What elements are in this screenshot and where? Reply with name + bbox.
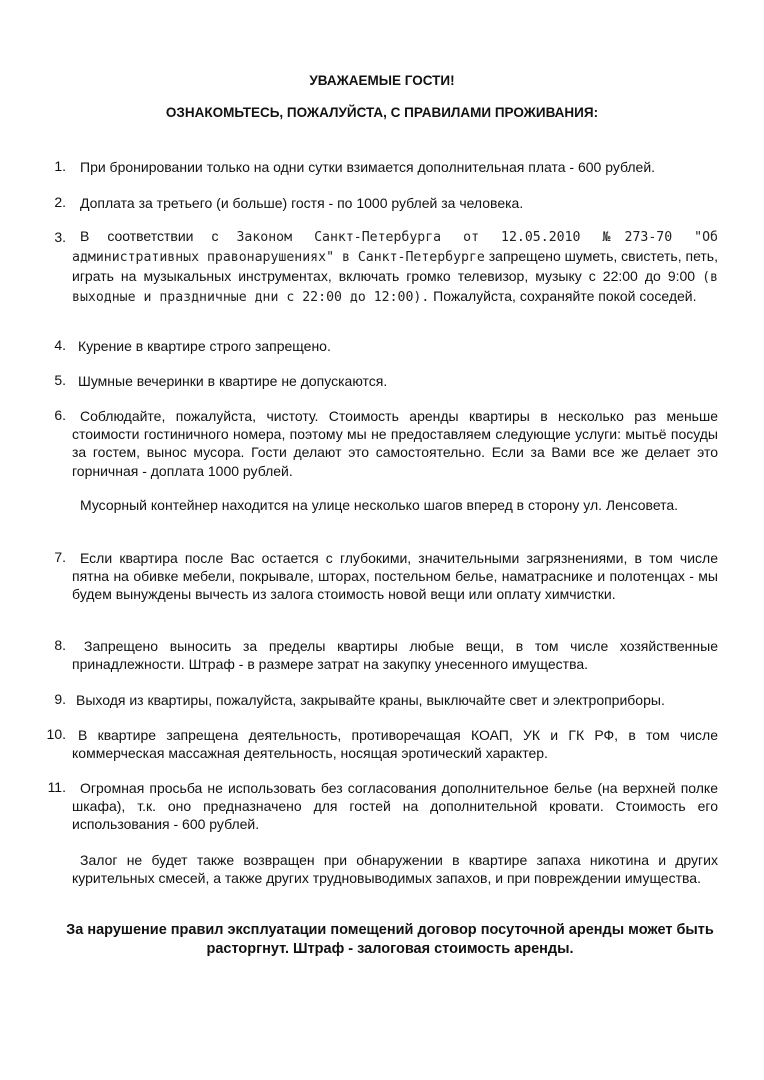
item-number: 4. (54, 337, 66, 353)
weekend-hours: (в выходные и праздничные дни с 22:00 до 12:00). (72, 270, 718, 305)
item-number: 10. (46, 726, 66, 742)
law-reference: Законом Санкт-Петербурга от 12.05.2010 №273-70 "Об административных правонарушениях" в Санкт-Петербурге (72, 230, 718, 265)
greeting-heading: УВАЖАЕМЫЕ ГОСТИ! (309, 73, 455, 88)
rule-text: запрещено шуметь, свистеть, петь, играть на музыкальных инструментах, включать громко телевизор, музыку с 22:00 до 9:00 (72, 248, 718, 284)
rule-item: Если квартира после Вас остается с глубокими, значительными загрязнениями, в том числе пятна на обивке мебели, покрывале, шторах, постельном белье, наматраснике и полотенцах - мы будем вынуждены вычесть из залога стоимость новой вещи или оплату химчистки. (72, 550, 718, 603)
item-number: 6. (54, 407, 66, 423)
rule-text: В соответствии с (80, 228, 237, 244)
rules-heading: ОЗНАКОМЬТЕСЬ, ПОЖАЛУЙСТА, С ПРАВИЛАМИ ПРОЖИВАНИЯ: (165, 105, 599, 120)
rule-item: В квартире запрещена деятельность, противоречащая КОАП, УК и ГК РФ, в том числе коммерческая массажная деятельность, носящая эротический характер. (72, 727, 718, 762)
rule-item: Курение в квартире строго запрещено. (78, 338, 331, 354)
rule-item: Огромная просьба не использовать без согласования дополнительное белье (на верхней полке шкафа), т.к. оно предназначено для гостей на дополнительной кровати. Стоимость его использования - 600 рублей. (72, 780, 718, 833)
rule-text: Пожалуйста, сохраняйте покой соседей. (429, 288, 697, 304)
deposit-note: Залог не будет также возвращен при обнаружении в квартире запаха никотина и других курительных смесей, а также других трудновыводимых запахов, и при повреждении имущества. (72, 852, 718, 887)
item-number: 7. (54, 549, 66, 565)
rule-item: Соблюдайте, пожалуйста, чистоту. Стоимость аренды квартиры в несколько раз меньше стоимости гостиничного номера, поэтому мы не предоставляем следующие услуги: мытьё посуды за гостем, вынос мусора. Гости делают это самостоятельно. Если за Вами все же делает это горничная - доплата 1000 рублей. (72, 408, 718, 479)
item-number: 2. (54, 194, 66, 210)
item-number: 3. (54, 229, 66, 245)
rule-item: При бронировании только на одни сутки взимается дополнительная плата - 600 рублей. (80, 159, 656, 175)
item-number: 1. (54, 158, 66, 174)
item-number: 11. (47, 779, 66, 795)
item-number: 8. (54, 637, 66, 653)
warning-footer: За нарушение правил эксплуатации помещений договор посуточной аренды может быть расторгнут. Штраф - залоговая стоимость аренды. (66, 922, 714, 957)
rule-item: Доплата за третьего (и больше) гостя - по 1000 рублей за человека. (80, 195, 524, 211)
rule-item: Запрещено выносить за пределы квартиры любые вещи, в том числе хозяйственные принадлежности. Штраф - в размере затрат на закупку унесенного имущества. (72, 638, 718, 673)
item-number: 9. (54, 691, 66, 707)
rule-item: Выходя из квартиры, пожалуйста, закрывайте краны, выключайте свет и электроприборы. (76, 692, 665, 708)
item-number: 5. (54, 372, 66, 388)
rule-item: Шумные вечеринки в квартире не допускаются. (78, 373, 388, 389)
rule-item-noise-law (72, 227, 718, 307)
rule-note-bin: Мусорный контейнер находится на улице несколько шагов вперед в сторону ул. Ленсовета. (80, 497, 679, 513)
